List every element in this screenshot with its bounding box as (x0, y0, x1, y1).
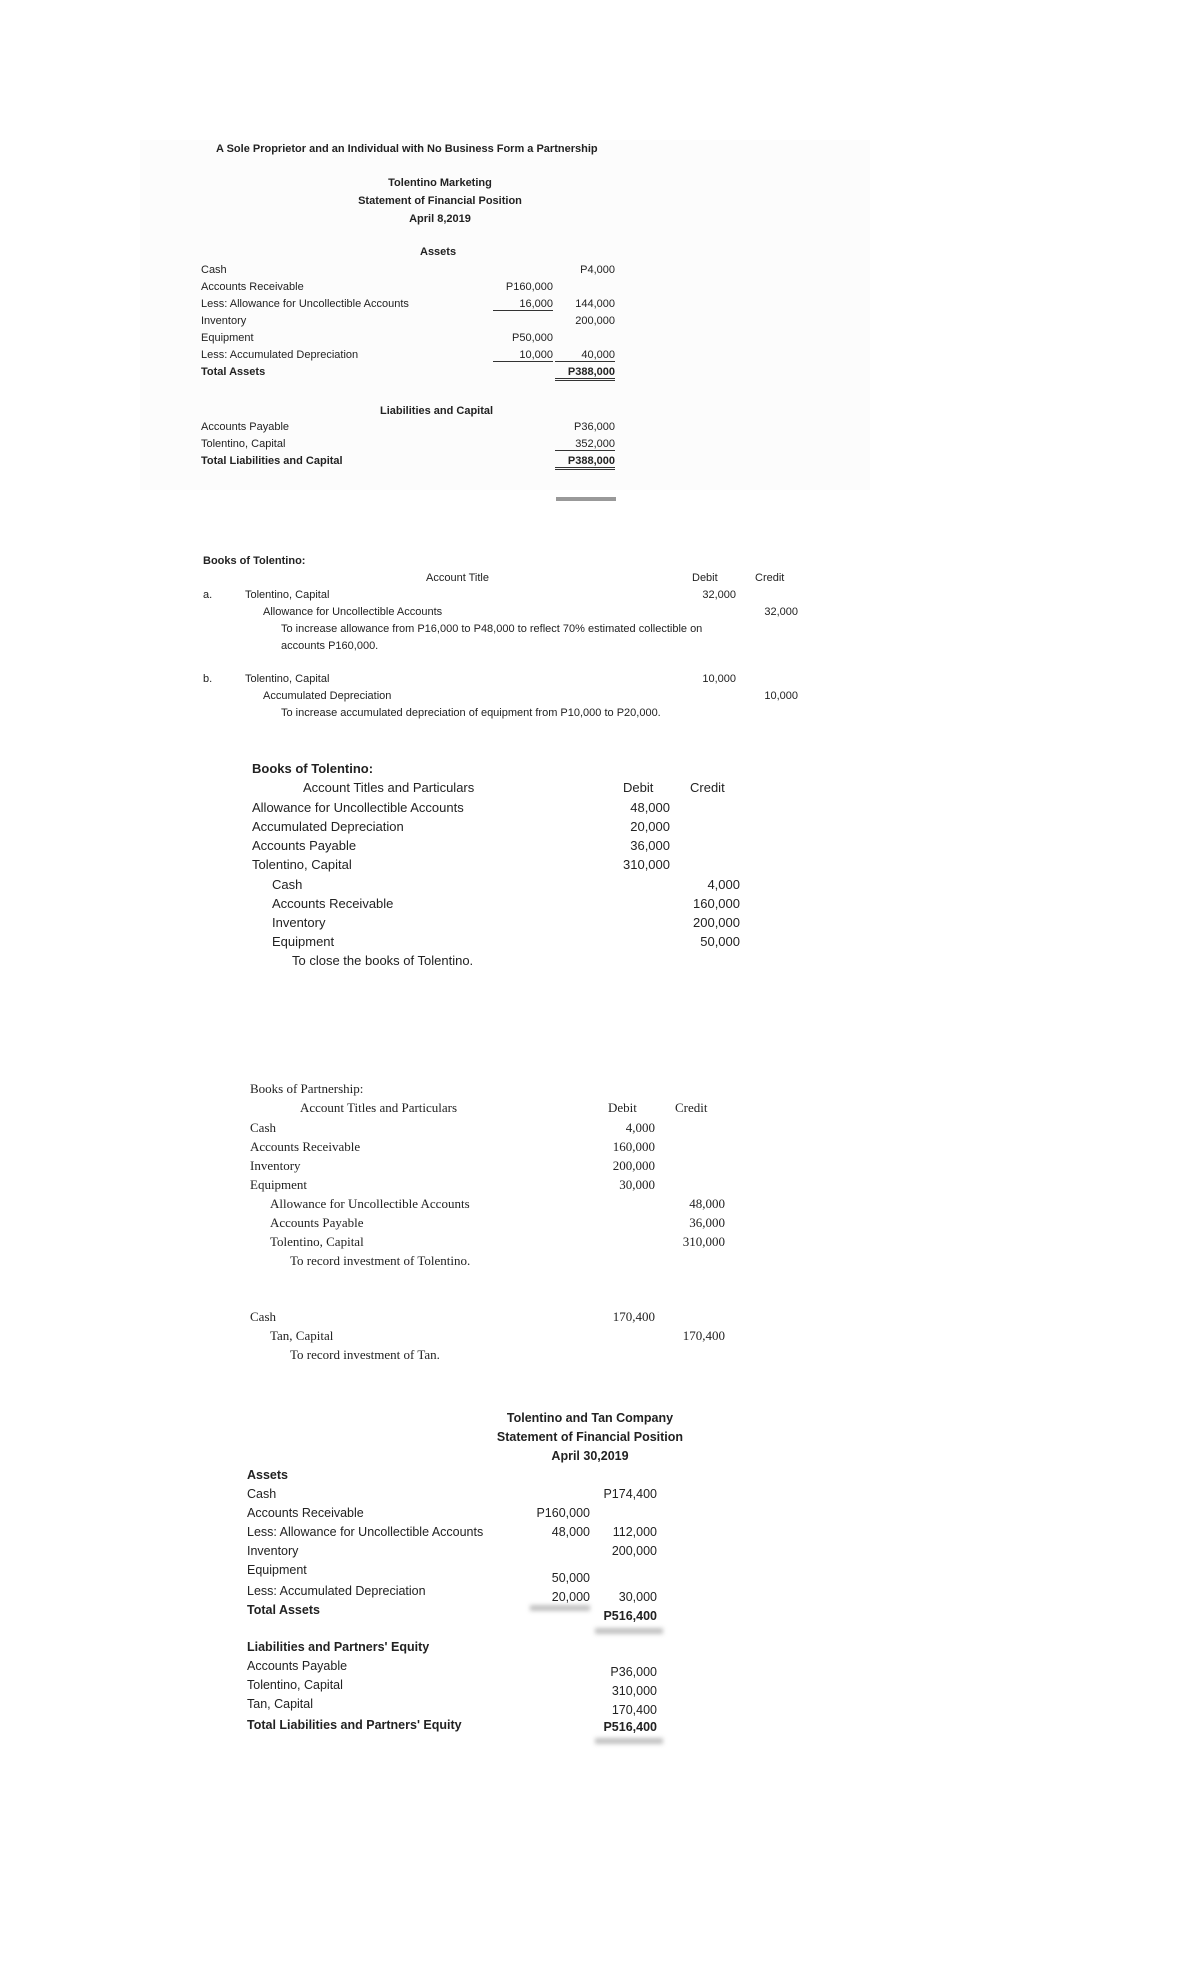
sfp2-equipment-net: 30,000 (618, 1590, 657, 1604)
tan-credit-amount: 170,400 (682, 1328, 725, 1343)
adj-b-debit: 10,000 (702, 673, 736, 685)
sfp2-inventory-label: Inventory (247, 1544, 299, 1558)
sfp2-total-le: P516,400 (603, 1720, 657, 1734)
adj-title: Books of Tolentino: (203, 555, 306, 567)
sfp2-total-le-label: Total Liabilities and Partners' Equity (247, 1718, 462, 1732)
partner-note: To record investment of Tolentino. (290, 1253, 471, 1268)
close-debit-amount: 310,000 (623, 857, 670, 872)
sfp1-capital-label: Tolentino, Capital (201, 438, 286, 450)
adj-b-debit-account: Tolentino, Capital (245, 673, 330, 685)
close-credit-amount: 200,000 (693, 915, 740, 930)
partner-credit-amount: 48,000 (689, 1196, 725, 1211)
close-debit-account: Accumulated Depreciation (252, 819, 404, 834)
sfp1-date: April 8,2019 (409, 213, 471, 225)
close-debit-account: Allowance for Uncollectible Accounts (252, 800, 464, 815)
partner-debit-account: Equipment (250, 1177, 308, 1192)
close-credit-account: Accounts Receivable (272, 896, 394, 911)
close-col-debit: Debit (623, 780, 654, 795)
sfp2-tan-label: Tan, Capital (247, 1697, 314, 1711)
close-credit-account: Inventory (272, 915, 326, 930)
close-note: To close the books of Tolentino. (292, 953, 474, 968)
sfp2-ar-net: 112,000 (612, 1525, 657, 1539)
sfp2-ap-label: Accounts Payable (247, 1659, 348, 1673)
sfp1-cash-label: Cash (201, 264, 227, 276)
adj-b-note: To increase accumulated depreciation of equipment from P10,000 to P20,000. (281, 707, 661, 719)
adj-b-credit-account: Accumulated Depreciation (263, 690, 392, 702)
sfp2-assets-header: Assets (247, 1468, 288, 1482)
sfp2-ap-amount: P36,000 (610, 1665, 657, 1679)
sfp1-accdep-label: Less: Accumulated Depreciation (201, 349, 359, 361)
sfp1-ar-amount: P160,000 (505, 281, 553, 293)
close-debit-amount: 20,000 (630, 819, 670, 834)
tan-credit-account: Tan, Capital (270, 1328, 334, 1343)
partner-credit-amount: 36,000 (689, 1215, 725, 1230)
sfp1-ar-label: Accounts Receivable (201, 281, 304, 293)
close-debit-amount: 48,000 (630, 800, 670, 815)
partner-debit-account: Inventory (250, 1158, 301, 1173)
close-credit-account: Cash (272, 877, 303, 892)
sfp1-total-assets-label: Total Assets (201, 366, 266, 378)
sfp2-total-assets-label: Total Assets (247, 1603, 320, 1617)
sfp1-grey-rule (556, 497, 616, 501)
partner-debit-account: Cash (250, 1120, 276, 1135)
adj-b-letter: b. (203, 673, 213, 685)
sfp1-capital-amount: 352,000 (555, 438, 615, 451)
adj-a-debit-account: Tolentino, Capital (245, 589, 330, 601)
close-credit-amount: 50,000 (700, 934, 740, 949)
close-credit-amount: 160,000 (693, 896, 740, 911)
partner-credit-account: Tolentino, Capital (270, 1234, 364, 1249)
sfp2-tolentino-amount: 310,000 (611, 1684, 657, 1698)
partner-debit-amount: 4,000 (625, 1120, 655, 1135)
adj-a-debit: 32,000 (702, 589, 736, 601)
sfp2-ar-amount: P160,000 (536, 1506, 590, 1520)
sfp2-tan-amount: 170,400 (611, 1703, 657, 1717)
tan-debit-amount: 170,400 (612, 1309, 655, 1324)
adj-a-note-line1: To increase allowance from P16,000 to P48,000 to reflect 70% estimated collectible on (281, 623, 703, 635)
partner-debit-amount: 200,000 (612, 1158, 655, 1173)
partner-debit-amount: 30,000 (619, 1177, 655, 1192)
sfp2-equipment-label: Equipment (247, 1563, 307, 1577)
sfp2-allowance-amount: 48,000 (551, 1525, 590, 1539)
adj-a-credit-account: Allowance for Uncollectible Accounts (263, 606, 443, 618)
close-col-credit: Credit (690, 780, 725, 795)
sfp1-total-assets: P388,000 (555, 366, 615, 381)
sfp1-allowance-label: Less: Allowance for Uncollectible Accounts (201, 298, 409, 310)
sfp2-ar-label: Accounts Receivable (247, 1506, 364, 1520)
sfp1-ap-label: Accounts Payable (201, 421, 290, 433)
sfp1-company: Tolentino Marketing (388, 177, 492, 189)
partner-col-credit: Credit (675, 1100, 708, 1115)
sfp2-smudge (595, 1738, 663, 1744)
sfp1-equipment-label: Equipment (201, 332, 254, 344)
sfp2-accdep-label: Less: Accumulated Depreciation (247, 1584, 426, 1598)
sfp1-equipment-amount: P50,000 (512, 332, 553, 344)
sfp1-accdep-amount: 10,000 (493, 349, 553, 362)
adj-a-credit: 32,000 (764, 606, 798, 618)
adj-a-note-line2: accounts P160,000. (281, 640, 379, 652)
sfp1-ap-amount: P36,000 (574, 421, 615, 433)
sfp2-cash-total: P174,400 (603, 1487, 657, 1501)
sfp2-inventory-total: 200,000 (611, 1544, 657, 1558)
close-col-title: Account Titles and Particulars (303, 780, 475, 795)
partner-title: Books of Partnership: (250, 1081, 364, 1096)
partner-credit-amount: 310,000 (682, 1234, 725, 1249)
sfp1-inventory-label: Inventory (201, 315, 247, 327)
sfp1-cash-total: P4,000 (580, 264, 615, 276)
partner-debit-account: Accounts Receivable (250, 1139, 361, 1154)
sfp2-tolentino-label: Tolentino, Capital (247, 1678, 343, 1692)
close-debit-account: Accounts Payable (252, 838, 357, 853)
adj-col-title: Account Title (426, 572, 489, 584)
sfp1-allowance-amount: 16,000 (493, 298, 553, 311)
sfp2-title: Statement of Financial Position (496, 1430, 684, 1444)
close-debit-account: Tolentino, Capital (252, 857, 352, 872)
sfp2-cash-label: Cash (247, 1487, 277, 1501)
adj-col-debit: Debit (692, 572, 718, 584)
sfp2-total-assets: P516,400 (603, 1609, 657, 1623)
sfp2-accdep-amount: 20,000 (551, 1590, 590, 1604)
sfp2-company: Tolentino and Tan Company (506, 1411, 674, 1425)
sfp2-smudge (595, 1628, 663, 1634)
adj-a-letter: a. (203, 589, 213, 601)
sfp2-equipment-amount: 50,000 (551, 1571, 590, 1585)
partner-credit-account: Allowance for Uncollectible Accounts (270, 1196, 470, 1211)
partner-credit-account: Accounts Payable (270, 1215, 364, 1230)
close-credit-amount: 4,000 (707, 877, 740, 892)
partner-debit-amount: 160,000 (612, 1139, 655, 1154)
sfp2-allowance-label: Less: Allowance for Uncollectible Accounts (247, 1525, 484, 1539)
tan-debit-account: Cash (250, 1309, 276, 1324)
close-credit-account: Equipment (272, 934, 335, 949)
sfp1-title: Statement of Financial Position (358, 195, 522, 207)
partner-col-debit: Debit (608, 1100, 637, 1115)
sfp1-inventory-total: 200,000 (575, 315, 615, 327)
sfp1-total-lc: P388,000 (555, 455, 615, 470)
close-title: Books of Tolentino: (252, 761, 374, 776)
sfp1-ar-net: 144,000 (575, 298, 615, 310)
adj-b-credit: 10,000 (764, 690, 798, 702)
adj-col-credit: Credit (755, 572, 785, 584)
partner-col-title: Account Titles and Particulars (300, 1100, 458, 1115)
sfp2-smudge (530, 1605, 590, 1611)
sfp1-assets-header: Assets (420, 246, 457, 258)
sfp1-liabilities-header: Liabilities and Capital (380, 405, 494, 417)
page-heading: A Sole Proprietor and an Individual with No Business Form a Partnership (216, 143, 598, 155)
tan-note: To record investment of Tan. (290, 1347, 440, 1362)
sfp2-date: April 30,2019 (551, 1449, 629, 1463)
sfp1-total-lc-label: Total Liabilities and Capital (201, 455, 343, 467)
sfp1-equipment-net: 40,000 (555, 349, 615, 362)
close-debit-amount: 36,000 (630, 838, 670, 853)
sfp2-liabilities-header: Liabilities and Partners' Equity (247, 1640, 430, 1654)
